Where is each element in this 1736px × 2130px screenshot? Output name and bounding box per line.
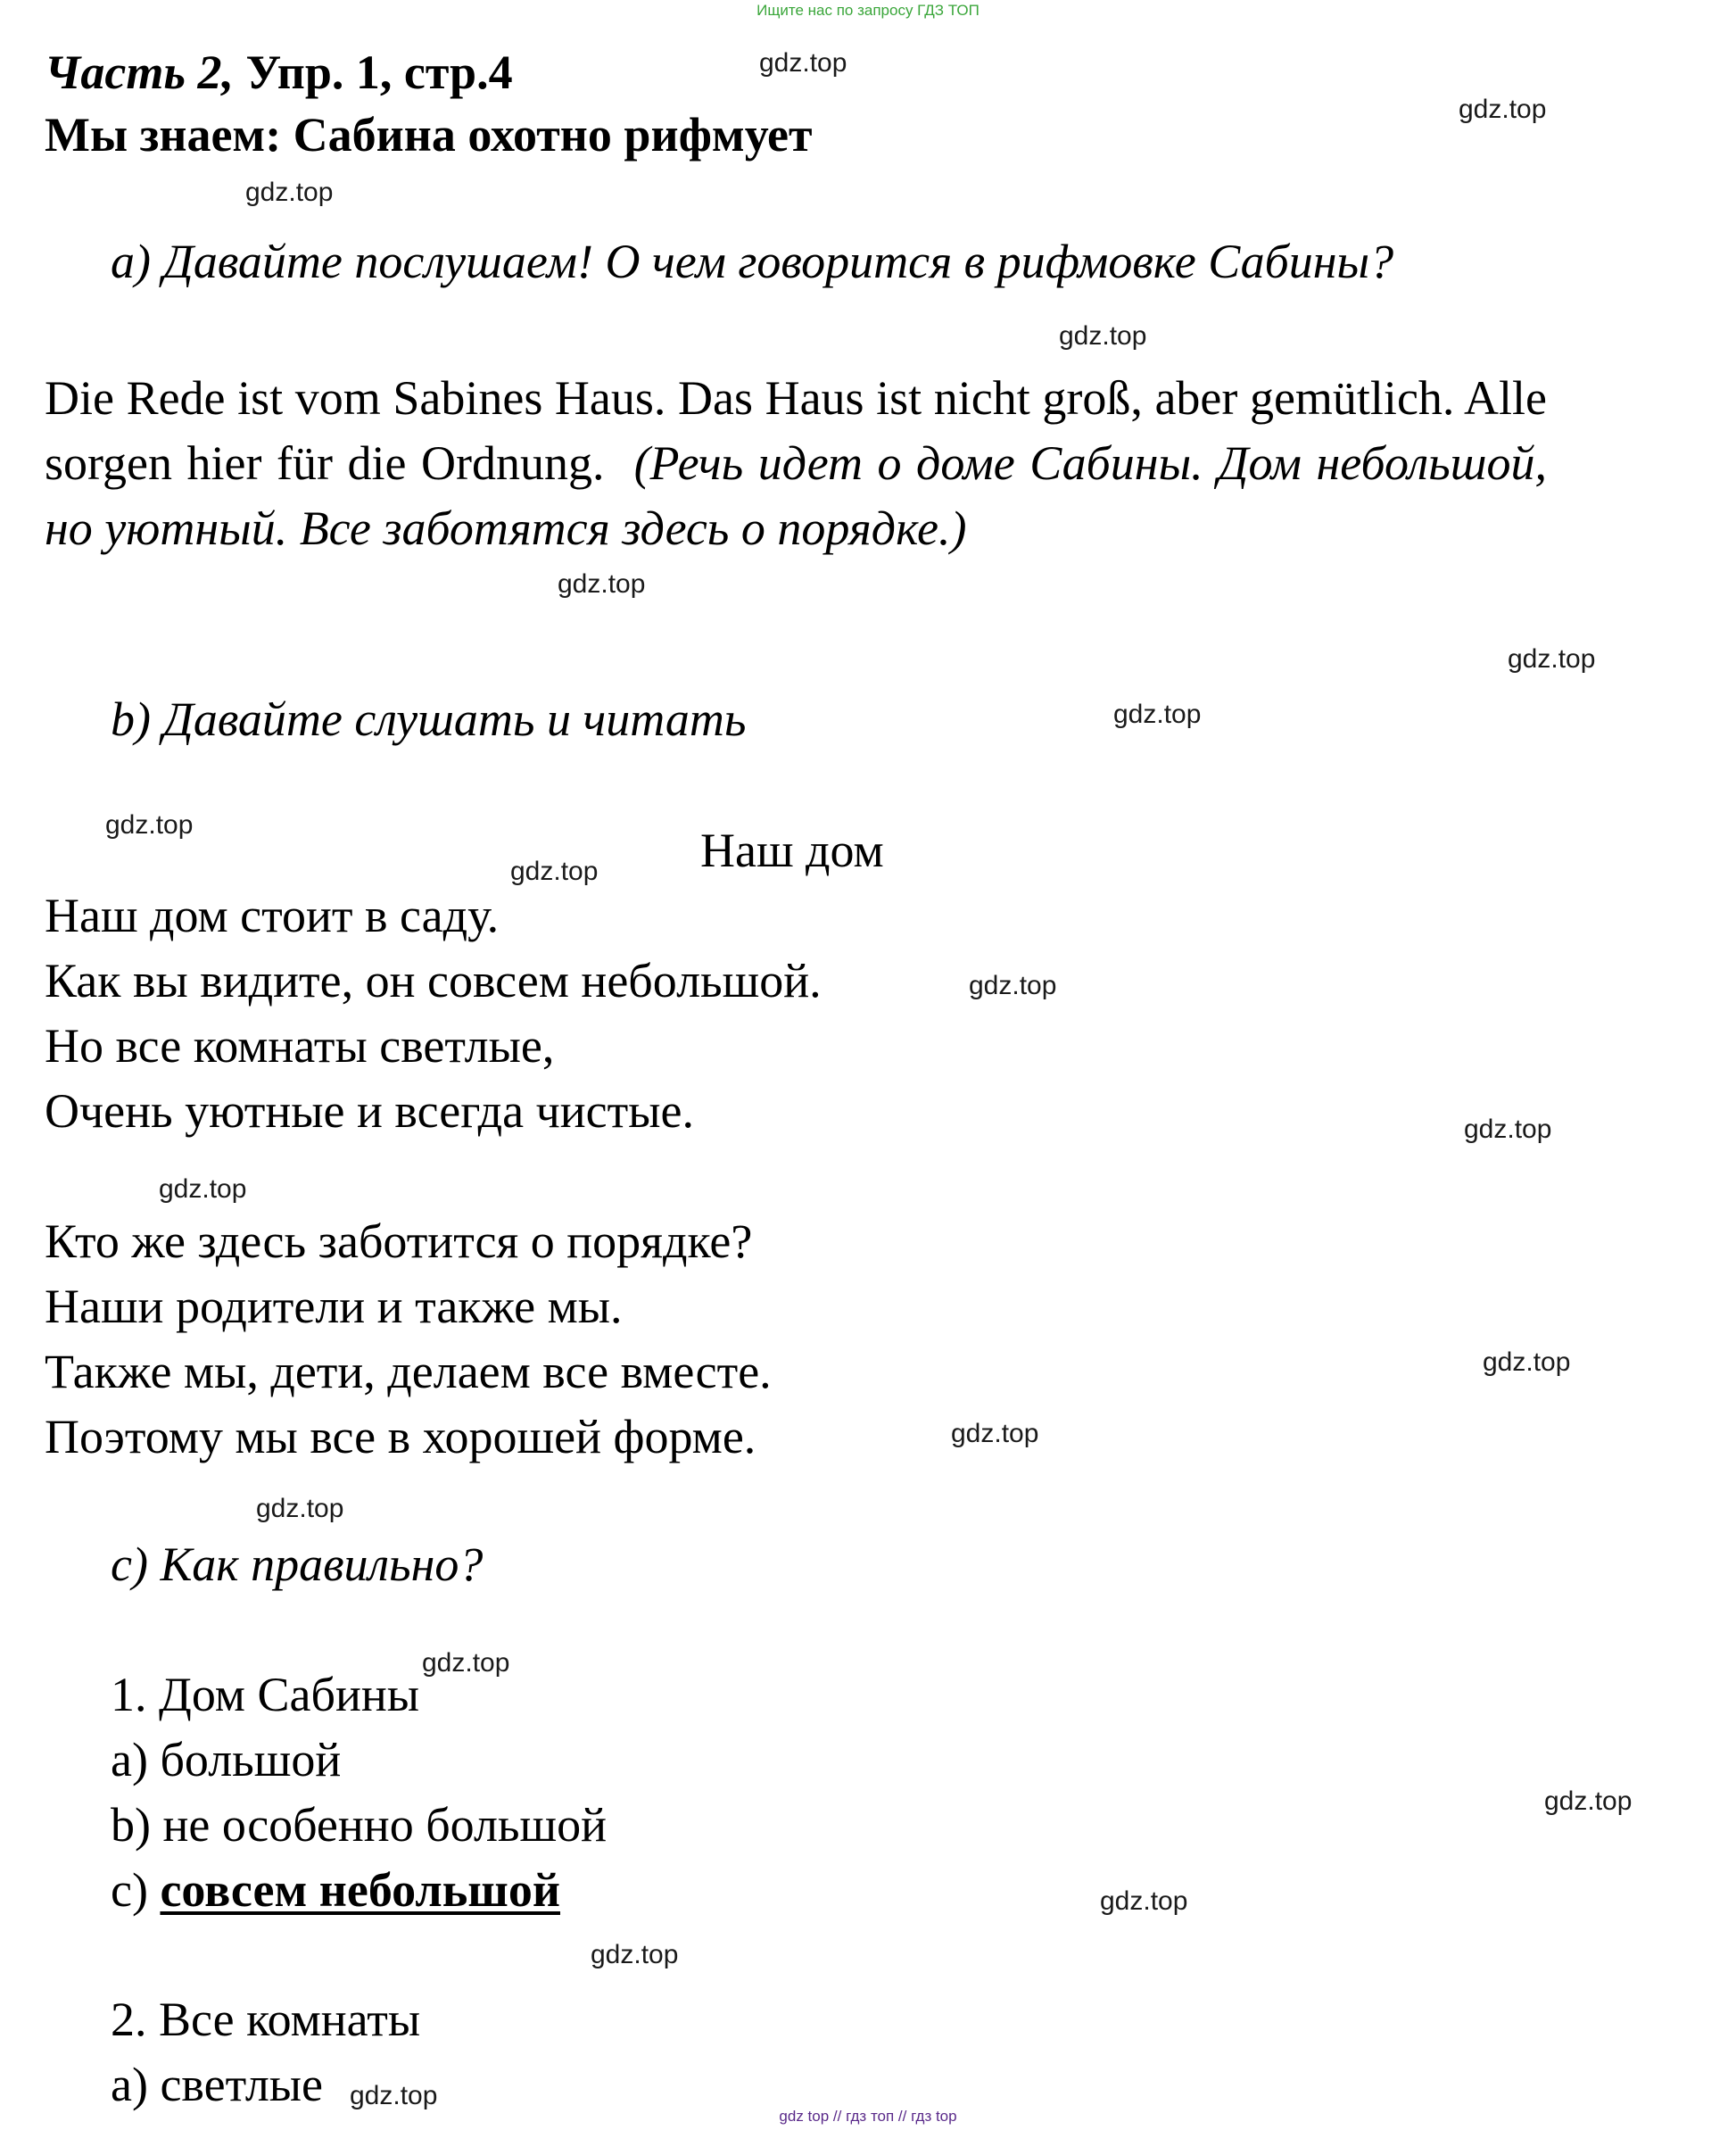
watermark: gdz.top [1059,321,1147,351]
watermark: gdz.top [350,2081,438,2110]
poem-line: Наш дом стоит в саду. [45,889,500,942]
poem-line: Кто же здесь заботится о порядке? [45,1214,753,1268]
task-c-prompt: c) Как правильно? [111,1537,484,1591]
watermark: gdz.top [510,857,599,886]
watermark: gdz.top [1508,644,1596,674]
watermark: gdz.top [1483,1347,1571,1377]
watermark: gdz.top [1544,1786,1633,1816]
poem-line: Поэтому мы все в хорошей форме. [45,1410,756,1463]
top-banner: Ищите нас по запросу ГДЗ ТОП [756,2,980,19]
watermark: gdz.top [759,48,847,78]
watermark: gdz.top [105,810,194,840]
poem-line: Очень уютные и всегда чистые. [45,1084,694,1138]
question-1-option-a: a) большой [111,1733,342,1786]
question-1-option-c-correct: c) совсем небольшой [111,1863,560,1917]
watermark: gdz.top [245,178,334,207]
task-a-answer [45,366,1547,561]
question-2-option-a: a) светлые [111,2058,324,2111]
watermark: gdz.top [1464,1115,1552,1144]
poem-line: Наши родители и также мы. [45,1280,623,1333]
watermark: gdz.top [969,971,1057,1000]
watermark: gdz.top [591,1940,679,1969]
footer-watermark: gdz top // гдз топ // гдз top [779,2108,957,2125]
exercise-heading [45,45,513,100]
answer-russian: (Речь идет о доме Сабины. Дом небольшой, но уютный. Все заботятся здесь о порядке.) [45,436,1548,555]
watermark: gdz.top [558,569,646,599]
watermark: gdz.top [951,1419,1039,1448]
correct-answer: совсем небольшой [160,1863,560,1917]
task-a-prompt: a) Давайте послушаем! О чем говорится в рифмовке Сабины? [111,235,1394,288]
poem-line: Также мы, дети, делаем все вместе. [45,1345,772,1398]
lesson-title: Мы знаем: Сабина охотно рифмует [45,108,813,162]
task-b-prompt: b) Давайте слушать и читать [111,692,747,746]
answer-german: Die Rede ist vom Sabines Haus. Das Haus ist nicht groß, aber gemütlich. Alle sorgen hier für die Ordnung. [45,371,1547,490]
poem-line: Как вы видите, он совсем небольшой. [45,954,822,1007]
question-1-option-b: b) не особенно большой [111,1798,608,1852]
watermark: gdz.top [1100,1886,1188,1916]
question-1-stem: 1. Дом Сабины [111,1668,420,1721]
watermark: gdz.top [1459,95,1547,124]
poem-title: Наш дом [700,824,884,877]
watermark: gdz.top [422,1648,510,1678]
part-label: Часть 2, [45,46,235,99]
watermark: gdz.top [256,1494,344,1523]
poem-line: Но все комнаты светлые, [45,1019,555,1073]
watermark: gdz.top [1113,700,1202,729]
question-2-stem: 2. Все комнаты [111,1993,421,2046]
watermark: gdz.top [159,1174,247,1204]
exercise-label: Упр. 1, стр.4 [234,46,513,99]
